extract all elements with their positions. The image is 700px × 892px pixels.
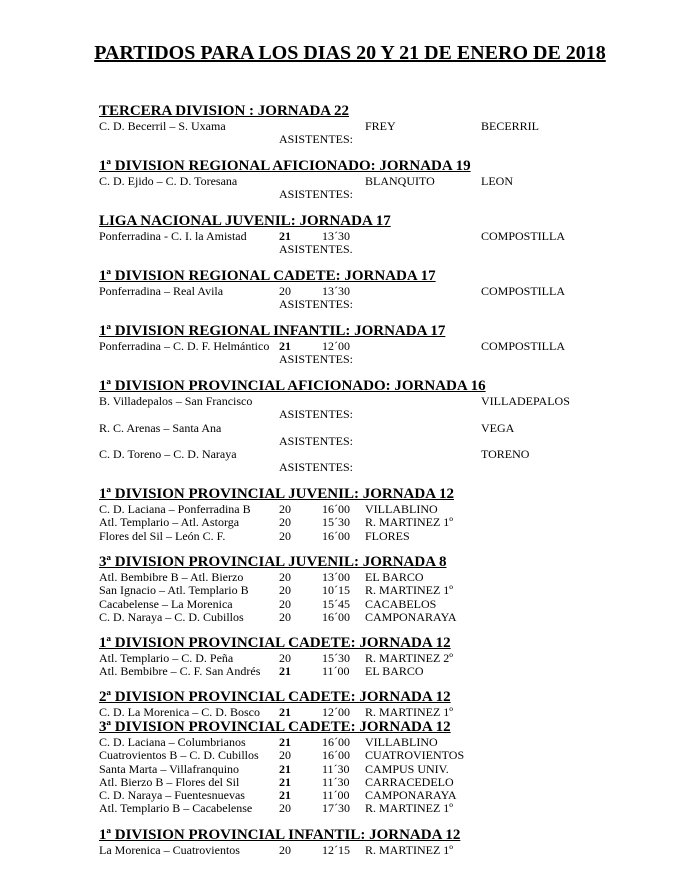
page-title: PARTIDOS PARA LOS DIAS 20 Y 21 DE ENERO DE 2018 bbox=[94, 42, 606, 64]
match-referee: CACABELOS bbox=[365, 596, 437, 611]
match-row bbox=[99, 789, 619, 802]
match-day: 21 bbox=[279, 229, 291, 243]
fixture-section bbox=[99, 102, 619, 147]
fixture-section bbox=[99, 718, 619, 816]
match-time: 15´30 bbox=[322, 515, 350, 530]
match-time: 13´30 bbox=[322, 229, 350, 243]
section-title: 1ª DIVISION REGIONAL AFICIONADO: JORNADA 19 bbox=[99, 158, 471, 174]
match-day: 20 bbox=[279, 528, 291, 543]
match-row bbox=[99, 652, 619, 665]
section-title: 2ª DIVISION PROVINCIAL CADETE: JORNADA 12 bbox=[99, 689, 451, 705]
section-title: 1ª DIVISION PROVINCIAL INFANTIL: JORNADA 12 bbox=[99, 827, 461, 843]
assistants-row bbox=[99, 461, 619, 474]
match-referee: R. MARTINEZ 1º bbox=[365, 583, 453, 598]
match-venue: COMPOSTILLA bbox=[481, 284, 566, 298]
fixture-section bbox=[99, 688, 619, 719]
assistants-row bbox=[99, 188, 619, 201]
section-title: 3ª DIVISION PROVINCIAL JUVENIL: JORNADA 8 bbox=[99, 554, 447, 570]
match-day: 20 bbox=[279, 801, 291, 816]
match-teams: Atl. Bembibre – C. F. San Andrés bbox=[99, 664, 261, 679]
match-time: 11´30 bbox=[322, 774, 350, 789]
match-teams: C. D. Laciana – Ponferradina B bbox=[99, 502, 251, 516]
fixture-section bbox=[99, 826, 619, 857]
match-day: 20 bbox=[279, 843, 291, 857]
match-day: 20 bbox=[279, 583, 291, 598]
fixture-section bbox=[99, 634, 619, 679]
match-time: 16´00 bbox=[322, 748, 350, 763]
match-referee: CARRACEDELO bbox=[365, 774, 454, 789]
assistants-label: ASISTENTES: bbox=[279, 352, 354, 367]
section-title: 1ª DIVISION PROVINCIAL AFICIONADO: JORNADA 16 bbox=[99, 378, 486, 394]
match-day: 20 bbox=[279, 502, 291, 516]
assistants-label: ASISTENTES. bbox=[279, 242, 353, 257]
match-row bbox=[99, 763, 619, 776]
match-teams: Ponferradina – C. D. F. Helmántico bbox=[99, 339, 270, 353]
match-time: 16´00 bbox=[322, 735, 350, 749]
match-teams: La Morenica – Cuatrovientos bbox=[99, 843, 240, 857]
match-row bbox=[99, 120, 619, 133]
section-title: TERCERA DIVISION : JORNADA 22 bbox=[99, 103, 350, 119]
section-title: 1ª DIVISION REGIONAL INFANTIL: JORNADA 17 bbox=[99, 323, 446, 339]
match-venue: TORENO bbox=[481, 447, 530, 462]
match-referee: R. MARTINEZ 1º bbox=[365, 705, 453, 719]
assistants-row bbox=[99, 298, 619, 311]
match-venue: BECERRIL bbox=[481, 119, 540, 133]
match-row bbox=[99, 584, 619, 597]
match-referee: VILLABLINO bbox=[365, 502, 438, 516]
match-day: 21 bbox=[279, 664, 291, 679]
match-row bbox=[99, 571, 619, 584]
match-row bbox=[99, 448, 619, 461]
fixture-section bbox=[99, 377, 619, 475]
match-day: 21 bbox=[279, 705, 291, 719]
match-referee: EL BARCO bbox=[365, 570, 424, 584]
match-time: 11´00 bbox=[322, 664, 350, 679]
match-time: 12´00 bbox=[322, 339, 350, 353]
match-time: 12´15 bbox=[322, 843, 350, 857]
match-time: 15´30 bbox=[322, 651, 350, 665]
match-row bbox=[99, 776, 619, 789]
match-row bbox=[99, 422, 619, 435]
assistants-row bbox=[99, 435, 619, 448]
match-time: 16´00 bbox=[322, 528, 350, 543]
match-day: 20 bbox=[279, 570, 291, 584]
match-day: 20 bbox=[279, 284, 291, 298]
match-venue: LEON bbox=[481, 174, 513, 188]
fixture-section bbox=[99, 157, 619, 202]
section-title: 1ª DIVISION PROVINCIAL JUVENIL: JORNADA 12 bbox=[99, 486, 454, 502]
match-referee: EL BARCO bbox=[365, 664, 424, 679]
match-teams: Atl. Bierzo B – Flores del Sil bbox=[99, 774, 240, 789]
match-time: 13´30 bbox=[322, 284, 350, 298]
assistants-row bbox=[99, 243, 619, 256]
match-venue: VEGA bbox=[481, 420, 515, 435]
match-row bbox=[99, 285, 619, 298]
match-row bbox=[99, 665, 619, 678]
match-teams: Santa Marta – Villafranquino bbox=[99, 761, 240, 776]
match-day: 21 bbox=[279, 761, 291, 776]
match-row bbox=[99, 175, 619, 188]
match-time: 11´30 bbox=[322, 761, 350, 776]
match-teams: San Ignacio – Atl. Templario B bbox=[99, 583, 249, 598]
match-day: 20 bbox=[279, 609, 291, 624]
match-time: 10´15 bbox=[322, 583, 350, 598]
section-title: 3ª DIVISION PROVINCIAL CADETE: JORNADA 12 bbox=[99, 719, 451, 735]
match-referee: BLANQUITO bbox=[365, 174, 435, 188]
match-row bbox=[99, 503, 619, 516]
match-row bbox=[99, 611, 619, 624]
fixture-section bbox=[99, 212, 619, 257]
match-day: 20 bbox=[279, 596, 291, 611]
match-time: 15´45 bbox=[322, 596, 350, 611]
match-time: 17´30 bbox=[322, 801, 350, 816]
assistants-row bbox=[99, 353, 619, 366]
match-day: 21 bbox=[279, 788, 291, 803]
match-row bbox=[99, 395, 619, 408]
assistants-label: ASISTENTES: bbox=[279, 460, 354, 475]
match-referee: CAMPONARAYA bbox=[365, 788, 457, 803]
fixture-section bbox=[99, 267, 619, 312]
match-day: 21 bbox=[279, 774, 291, 789]
match-row bbox=[99, 802, 619, 815]
match-day: 21 bbox=[279, 339, 291, 353]
section-title: 1ª DIVISION REGIONAL CADETE: JORNADA 17 bbox=[99, 268, 436, 284]
match-teams: Atl. Templario B – Cacabelense bbox=[99, 801, 253, 816]
match-teams: R. C. Arenas – Santa Ana bbox=[99, 420, 222, 435]
match-referee: FLORES bbox=[365, 528, 410, 543]
match-teams: C. D. Toreno – C. D. Naraya bbox=[99, 447, 237, 462]
match-row bbox=[99, 844, 619, 857]
match-day: 20 bbox=[279, 651, 291, 665]
match-time: 16´00 bbox=[322, 609, 350, 624]
assistants-label: ASISTENTES: bbox=[279, 433, 354, 448]
match-referee: R. MARTINEZ 1º bbox=[365, 843, 453, 857]
match-teams: Ponferradina – Real Avila bbox=[99, 284, 224, 298]
match-teams: B. Villadepalos – San Francisco bbox=[99, 394, 253, 408]
match-referee: VILLABLINO bbox=[365, 735, 438, 749]
match-teams: Cuatrovientos B – C. D. Cubillos bbox=[99, 748, 259, 763]
match-teams: C. D. Ejido – C. D. Toresana bbox=[99, 174, 238, 188]
match-row bbox=[99, 516, 619, 529]
match-referee: CAMPONARAYA bbox=[365, 609, 457, 624]
match-teams: C. D. Becerril – S. Uxama bbox=[99, 119, 226, 133]
match-teams: Flores del Sil – León C. F. bbox=[99, 528, 226, 543]
match-referee: R. MARTINEZ 2º bbox=[365, 651, 453, 665]
match-venue: COMPOSTILLA bbox=[481, 339, 566, 353]
match-row bbox=[99, 749, 619, 762]
match-teams: Cacabelense – La Morenica bbox=[99, 596, 233, 611]
fixture-section bbox=[99, 485, 619, 543]
match-teams: C. D. Naraya – Fuentesnuevas bbox=[99, 788, 245, 803]
match-row bbox=[99, 530, 619, 543]
match-teams: Atl. Templario – Atl. Astorga bbox=[99, 515, 240, 530]
match-row bbox=[99, 340, 619, 353]
match-teams: C. D. Laciana – Columbrianos bbox=[99, 735, 246, 749]
match-teams: Atl. Bembibre B – Atl. Bierzo bbox=[99, 570, 244, 584]
match-venue: COMPOSTILLA bbox=[481, 229, 566, 243]
match-row bbox=[99, 598, 619, 611]
match-referee: FREY bbox=[365, 119, 396, 133]
match-time: 13´00 bbox=[322, 570, 350, 584]
match-day: 20 bbox=[279, 748, 291, 763]
assistants-label: ASISTENTES: bbox=[279, 187, 354, 202]
match-teams: Ponferradina - C. I. la Amistad bbox=[99, 229, 247, 243]
fixture-section bbox=[99, 553, 619, 624]
match-referee: R. MARTINEZ 1º bbox=[365, 801, 453, 816]
match-day: 21 bbox=[279, 735, 291, 749]
assistants-row bbox=[99, 133, 619, 146]
assistants-label: ASISTENTES: bbox=[279, 407, 354, 422]
assistants-label: ASISTENTES: bbox=[279, 297, 354, 312]
assistants-label: ASISTENTES: bbox=[279, 132, 354, 147]
fixture-section bbox=[99, 322, 619, 367]
match-teams: C. D. La Morenica – C. D. Bosco bbox=[99, 705, 260, 719]
match-referee: R. MARTINEZ 1º bbox=[365, 515, 453, 530]
match-time: 16´00 bbox=[322, 502, 350, 516]
match-row bbox=[99, 230, 619, 243]
match-time: 11´00 bbox=[322, 788, 350, 803]
match-referee: CAMPUS UNIV. bbox=[365, 761, 449, 776]
match-time: 12´00 bbox=[322, 705, 350, 719]
assistants-row bbox=[99, 408, 619, 421]
match-referee: CUATROVIENTOS bbox=[365, 748, 465, 763]
match-teams: C. D. Naraya – C. D. Cubillos bbox=[99, 609, 244, 624]
match-day: 20 bbox=[279, 515, 291, 530]
section-title: 1ª DIVISION PROVINCIAL CADETE: JORNADA 12 bbox=[99, 635, 451, 651]
section-title: LIGA NACIONAL JUVENIL: JORNADA 17 bbox=[99, 213, 391, 229]
match-venue: VILLADEPALOS bbox=[481, 394, 570, 408]
match-row bbox=[99, 736, 619, 749]
match-teams: Atl. Templario – C. D. Peña bbox=[99, 651, 234, 665]
